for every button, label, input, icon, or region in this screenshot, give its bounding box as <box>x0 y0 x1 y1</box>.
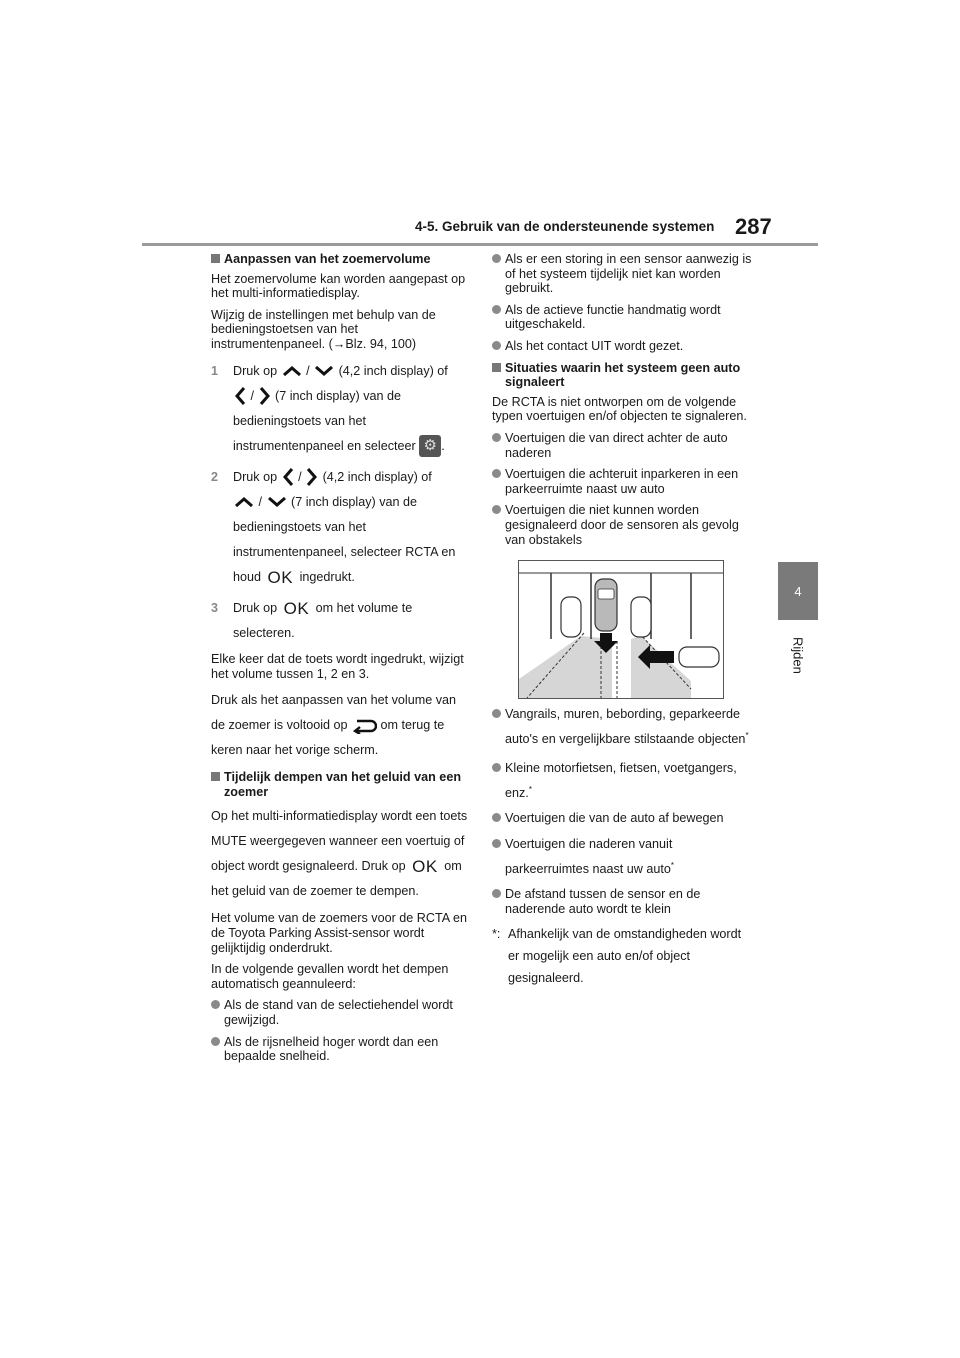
list-item-text: Voertuigen die niet kunnen worden gesignaleerd door de sensoren als gevolg van obstakels <box>505 503 739 547</box>
step-1 <box>211 359 473 459</box>
step-text: ingedrukt. <box>299 569 355 584</box>
list-item <box>492 252 754 296</box>
parked-car <box>631 597 651 637</box>
square-bullet-icon <box>211 772 220 781</box>
paragraph <box>211 688 473 763</box>
section-heading <box>211 770 473 799</box>
list-item-text: Voertuigen die van direct achter de auto naderen <box>505 430 728 460</box>
paragraph-text: Op het multi-informatiedisplay wordt een toets MUTE weergegeven wanneer een voertuig of object wordt gesignaleerd. Druk op <box>211 809 468 874</box>
own-car <box>595 579 617 631</box>
step-text: (4,2 inch display) of <box>322 469 432 484</box>
bullet-dot-icon <box>492 433 501 442</box>
list-item-text: Als de rijsnelheid hoger wordt dan een bepaalde snelheid. <box>224 1034 439 1064</box>
step-text: om het volume te selecteren. <box>233 600 413 640</box>
windshield <box>598 589 614 599</box>
square-bullet-icon <box>211 254 220 263</box>
footnote-marker: * <box>670 860 675 870</box>
separator: / <box>306 363 310 378</box>
footnote-marker: * <box>528 785 532 795</box>
step-text: Druk op <box>233 363 278 378</box>
detection-zone-right <box>631 636 691 698</box>
list-item-text: Als er een storing in een sensor aanwezig is of het systeem tijdelijk niet kan worden gebruikt. <box>505 252 752 296</box>
heading-text: Tijdelijk dempen van het geluid van een zoemer <box>224 770 462 799</box>
bullet-dot-icon <box>492 469 501 478</box>
square-bullet-icon <box>492 363 501 372</box>
bullet-dot-icon <box>492 505 501 514</box>
step-text: . <box>441 438 445 453</box>
step-3 <box>211 596 473 646</box>
list-item-text: Als de stand van de selectiehendel wordt gewijzigd. <box>224 998 453 1028</box>
step-number: 3 <box>211 600 219 615</box>
heading-text: Aanpassen van het zoemervolume <box>224 252 431 266</box>
bullet-dot-icon <box>492 341 501 350</box>
bullet-dot-icon <box>492 305 501 314</box>
ok-icon: OK <box>283 598 310 618</box>
header-divider <box>142 243 818 246</box>
list-item <box>492 887 754 916</box>
list-item-text: De afstand tussen de sensor en de naderende auto wordt te klein <box>505 887 701 916</box>
step-2 <box>211 465 473 590</box>
chevron-left-icon <box>233 385 247 407</box>
bullet-dot-icon <box>492 709 501 718</box>
bullet-dot-icon <box>492 254 501 263</box>
separator: / <box>258 494 262 509</box>
paragraph <box>211 804 473 904</box>
list-item <box>492 503 754 547</box>
chevron-down-icon <box>266 495 288 509</box>
step-number: 2 <box>211 469 219 484</box>
chevron-right-icon <box>258 385 272 407</box>
paragraph-text: om terug te keren naar het vorige scherm. <box>211 718 445 758</box>
right-column <box>492 252 754 554</box>
paragraph: In de volgende gevallen wordt het dempen automatisch geannuleerd: <box>211 962 449 991</box>
page-number: 287 <box>735 214 772 239</box>
chapter-label: Rijden <box>790 636 806 674</box>
separator: / <box>250 388 254 403</box>
list-item-text: Kleine motorfietsen, fietsen, voetgangers, enz. <box>505 761 737 801</box>
parking-diagram <box>518 560 724 699</box>
list-item <box>492 467 754 496</box>
bullet-dot-icon <box>492 839 501 848</box>
bullet-dot-icon <box>492 763 501 772</box>
bullet-dot-icon <box>211 1037 220 1046</box>
paragraph: Het zoemervolume kan worden aangepast op het multi-informatiedisplay. <box>211 271 466 301</box>
paragraph: Het volume van de zoemers voor de RCTA en de Toyota Parking Assist-sensor wordt gelijktijdig onderdrukt. <box>211 911 467 955</box>
chevron-left-icon <box>281 466 295 488</box>
list-item-text: Als de actieve functie handmatig wordt uitgeschakeld. <box>505 302 721 332</box>
bullet-dot-icon <box>492 813 501 822</box>
left-column <box>211 252 473 1071</box>
step-text: Druk op <box>233 600 278 615</box>
bullet-dot-icon <box>492 889 501 898</box>
list-item <box>492 703 754 750</box>
paragraph-text: om het geluid van de zoemer te dempen. <box>211 859 462 899</box>
list-item-text: Als het contact UIT wordt gezet. <box>505 338 684 353</box>
step-text: Druk op <box>233 469 278 484</box>
footnote-text: Afhankelijk van de omstandigheden wordt er mogelijk een auto en/of object gesignaleerd. <box>508 927 742 986</box>
bullet-dot-icon <box>211 1000 220 1009</box>
back-arrow-icon <box>351 718 377 734</box>
list-item-text: Vangrails, muren, bebording, geparkeerde auto's en vergelijkbare stilstaande objecten <box>505 707 746 747</box>
section-heading <box>492 361 754 390</box>
approaching-car <box>679 647 719 667</box>
parking-illustration <box>519 561 723 698</box>
paragraph-text: Druk als het aanpassen van het volume van de zoemer is voltooid op <box>211 693 457 733</box>
list-item-text: Voertuigen die van de auto af bewegen <box>505 811 724 826</box>
list-item <box>211 1035 473 1064</box>
step-number: 1 <box>211 363 219 378</box>
footnote-marker: *: <box>492 927 501 942</box>
list-item <box>211 998 473 1027</box>
step-text: (7 inch display) van de bedieningstoets van het instrumentenpaneel en selecteer <box>233 388 416 453</box>
list-item-text: Voertuigen die naderen vanuit parkeerruimtes naast uw auto <box>505 836 673 877</box>
chapter-tab: 4 <box>778 562 818 620</box>
ok-icon: OK <box>412 857 438 877</box>
chevron-up-icon <box>233 495 255 509</box>
list-item <box>492 339 754 354</box>
list-item <box>492 757 754 804</box>
step-text: (4,2 inch display) of <box>338 363 448 378</box>
paragraph: Elke keer dat de toets wordt ingedrukt, wijzigt het volume tussen 1, 2 en 3. <box>211 651 464 681</box>
list-item-text: Voertuigen die achteruit inparkeren in een parkeerruimte naast uw auto <box>505 467 739 496</box>
chevron-down-icon <box>313 364 335 378</box>
detection-zone-left <box>519 636 612 698</box>
list-item <box>492 303 754 332</box>
list-item <box>492 431 754 460</box>
footnote-marker: * <box>745 731 749 740</box>
parked-car <box>561 597 581 637</box>
chevron-up-icon <box>281 364 303 378</box>
section-heading <box>211 252 473 267</box>
paragraph: Wijzig de instellingen met behulp van de bedieningstoetsen van het instrumentenpaneel. (→Blz. 94, 100) <box>211 307 436 351</box>
separator: / <box>298 469 302 484</box>
right-column-lower <box>492 703 754 989</box>
section-title: 4-5. Gebruik van de ondersteunende systemen <box>415 219 715 234</box>
list-item <box>492 833 754 880</box>
paragraph: De RCTA is niet ontworpen om de volgende typen voertuigen en/of objecten te signaleren. <box>492 394 747 424</box>
list-item <box>492 811 754 826</box>
heading-text: Situaties waarin het systeem geen auto signaleert <box>505 360 741 390</box>
ok-icon: OK <box>267 567 294 587</box>
step-text: (7 inch display) van de bedieningstoets van het instrumentenpaneel, selecteer RCTA en houd <box>233 494 456 584</box>
footnote <box>492 923 754 989</box>
chevron-right-icon <box>305 466 319 488</box>
gear-icon: ⚙ <box>419 435 441 457</box>
